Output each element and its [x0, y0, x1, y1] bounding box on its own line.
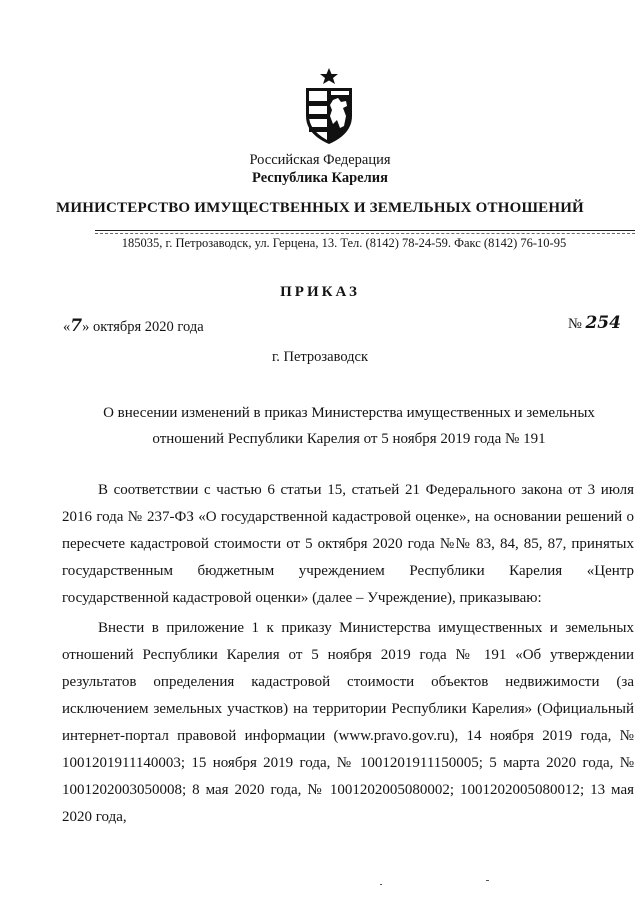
body-paragraph-2: Внести в приложение 1 к приказу Министерства имущественных и земельных отношений Республики Карелия от 5 ноября 2019 года № 191 «Об утверждении результатов определения кадастровой стоимости объектов недвижимости (за исключением земельных участков) на территории Республики Карелия» (Официальный интернет-портал правовой информации (www.pravo.gov.ru), 14 ноября 2019 года, № 1001201911140003; 15 ноября 2019 года, № 1001201911150005; 5 марта 2020 года, № 1001202003050008; 8 мая 2020 года, № 1001202005080002; 1001202005080012; 13 мая 2020 года,	[62, 620, 634, 825]
ministry-name: МИНИСТЕРСТВО ИМУЩЕСТВЕННЫХ И ЗЕМЕЛЬНЫХ ОТНОШЕНИЙ	[56, 200, 584, 216]
ministry-address: 185035, г. Петрозаводск, ул. Герцена, 13. Тел. (8142) 78-24-59. Факс (8142) 76-10-95	[121, 236, 567, 250]
scan-speck	[380, 884, 382, 885]
date-open-quote: «	[63, 319, 71, 335]
document-type: ПРИКАЗ	[280, 284, 360, 300]
document-body	[62, 477, 634, 831]
country-name: Российская Федерация	[249, 152, 391, 168]
title-line-2: отношений Республики Карелия от 5 ноября 2019 года № 191	[152, 431, 546, 447]
title-line-1: О внесении изменений в приказ Министерства имущественных и земельных	[103, 405, 595, 421]
body-paragraph-1: В соответствии с частью 6 статьи 15, статьей 21 Федерального закона от 3 июля 2016 года № 237-ФЗ «О государственной кадастровой оценке», на основании решений о пересчете кадастровой стоимости от 5 октября 2020 года №№ 83, 84, 85, 87, принятых государственным бюджетным учреждением Республики Карелия «Центр государственной кадастровой оценки» (далее – Учреждение), приказываю:	[62, 482, 634, 606]
document-city: г. Петрозаводск	[271, 349, 369, 365]
date-day-handwritten: 7	[70, 316, 83, 336]
document-number	[568, 313, 621, 333]
republic-name: Республика Карелия	[252, 170, 388, 186]
scan-speck	[486, 880, 489, 881]
number-handwritten: 254	[585, 313, 621, 333]
date-month-year: » октября 2020 года	[82, 319, 204, 335]
document-date	[63, 316, 204, 336]
header-divider	[95, 230, 635, 231]
document-title	[62, 400, 636, 452]
karelia-coat-of-arms-icon	[300, 68, 358, 146]
number-prefix: №	[568, 316, 582, 332]
header-divider-secondary	[95, 233, 635, 234]
